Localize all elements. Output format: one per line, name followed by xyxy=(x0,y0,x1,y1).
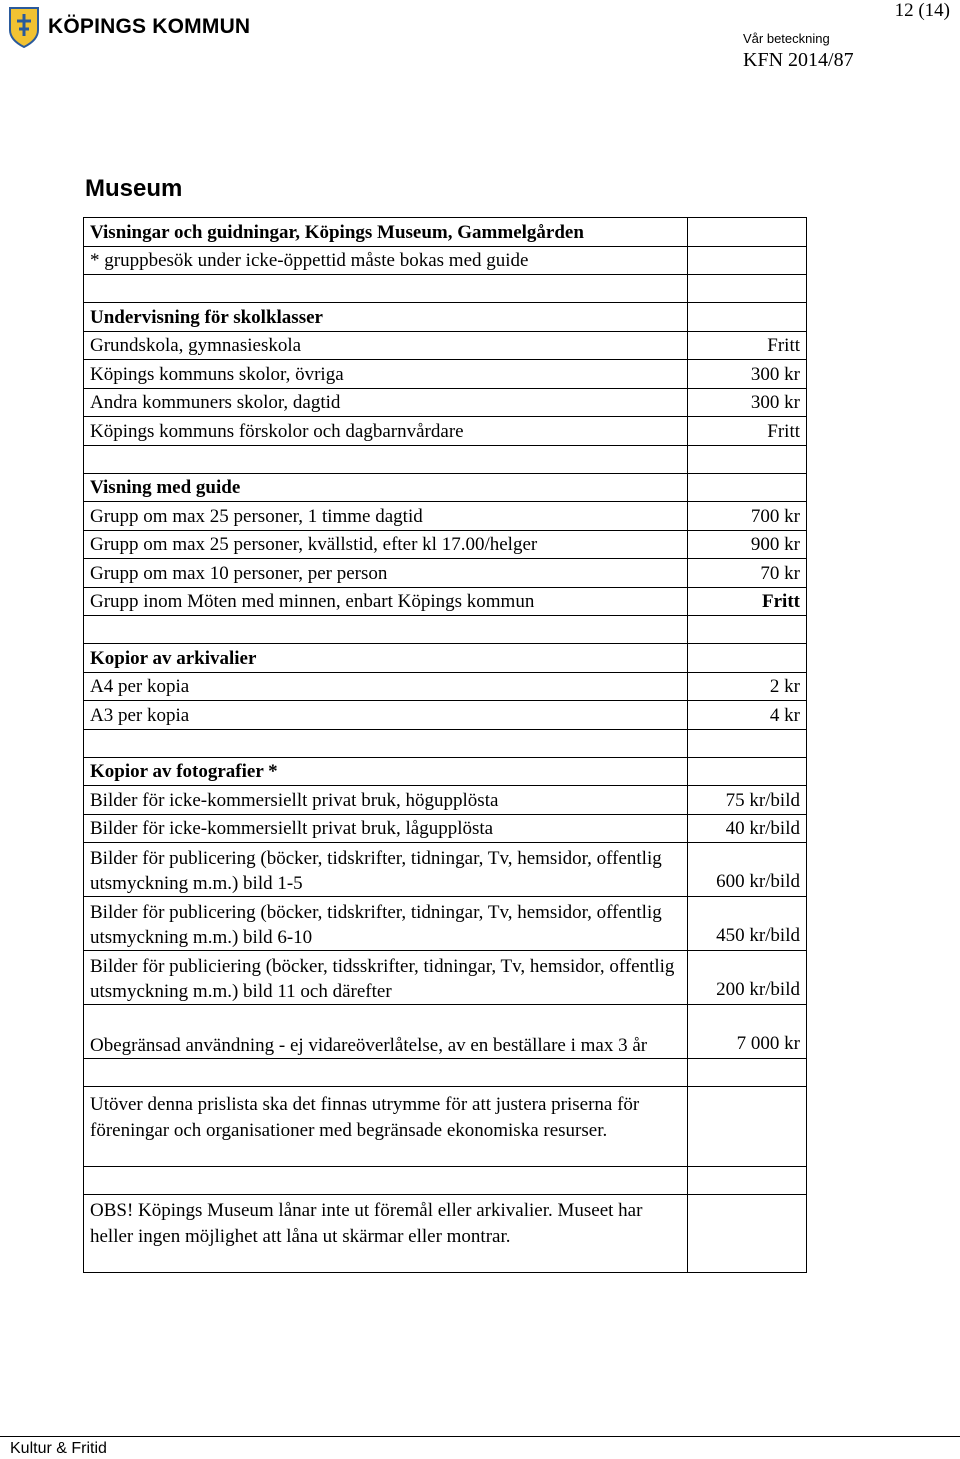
note-row xyxy=(84,1087,807,1167)
table-row xyxy=(84,951,807,1005)
table-row xyxy=(84,843,807,897)
table-row xyxy=(84,530,807,559)
row-label: Bilder för icke-kommersiellt privat bruk, högupplösta xyxy=(84,786,688,815)
row-price: Fritt xyxy=(688,587,807,616)
price-table xyxy=(83,217,807,1273)
spacer-row xyxy=(84,445,807,473)
row-price: 7 000 kr xyxy=(688,1005,807,1059)
row-price xyxy=(688,246,807,275)
reference-label: Vår beteckning xyxy=(743,31,830,46)
row-label: Bilder för publicering (böcker, tidskrifter, tidningar, Tv, hemsidor, offentlig utsmyckning m.m.) bild 1-5 xyxy=(84,843,688,897)
table-row xyxy=(84,246,807,275)
note-text: OBS! Köpings Museum lånar inte ut föremål eller arkivalier. Museet har heller ingen möjlighet att låna ut skärmar eller montrar. xyxy=(84,1195,688,1273)
table-row xyxy=(84,331,807,360)
table-row xyxy=(84,757,807,786)
row-label: Kopior av fotografier * xyxy=(84,757,688,786)
row-label: Grundskola, gymnasieskola xyxy=(84,331,688,360)
table-row xyxy=(84,786,807,815)
spacer-row xyxy=(84,729,807,757)
row-price: 700 kr xyxy=(688,502,807,531)
section-title: Museum xyxy=(85,175,183,202)
table-row xyxy=(84,473,807,502)
row-price xyxy=(688,303,807,332)
note-text: Utöver denna prislista ska det finnas utrymme för att justera priserna för föreningar och organisationer med begränsade ekonomiska resurser. xyxy=(84,1087,688,1167)
table-row xyxy=(84,897,807,951)
coat-of-arms-icon xyxy=(8,6,40,48)
table-row xyxy=(84,1005,807,1059)
row-label: Undervisning för skolklasser xyxy=(84,303,688,332)
row-price: 450 kr/bild xyxy=(688,897,807,951)
spacer-row xyxy=(84,616,807,644)
row-label: Köpings kommuns skolor, övriga xyxy=(84,360,688,389)
spacer-row xyxy=(84,1167,807,1195)
row-price: 4 kr xyxy=(688,701,807,730)
footer-divider xyxy=(0,1436,960,1437)
table-row xyxy=(84,672,807,701)
row-price xyxy=(688,1087,807,1167)
row-price xyxy=(688,218,807,247)
row-price xyxy=(688,757,807,786)
row-price: 300 kr xyxy=(688,388,807,417)
row-price: Fritt xyxy=(688,331,807,360)
reference-value: KFN 2014/87 xyxy=(743,49,854,71)
row-label: Grupp inom Möten med minnen, enbart Köpings kommun xyxy=(84,587,688,616)
table-row xyxy=(84,388,807,417)
table-row xyxy=(84,559,807,588)
table-row xyxy=(84,587,807,616)
row-price xyxy=(688,644,807,673)
table-row xyxy=(84,417,807,446)
row-price: 600 kr/bild xyxy=(688,843,807,897)
row-price: 40 kr/bild xyxy=(688,814,807,843)
row-price: 75 kr/bild xyxy=(688,786,807,815)
footer-text: Kultur & Fritid xyxy=(10,1440,107,1457)
row-label: Kopior av arkivalier xyxy=(84,644,688,673)
row-price xyxy=(688,1195,807,1273)
row-label: A4 per kopia xyxy=(84,672,688,701)
note-row xyxy=(84,1195,807,1273)
row-label: Grupp om max 10 personer, per person xyxy=(84,559,688,588)
row-label: Grupp om max 25 personer, kvällstid, efter kl 17.00/helger xyxy=(84,530,688,559)
row-price: 900 kr xyxy=(688,530,807,559)
table-row xyxy=(84,701,807,730)
row-label: Obegränsad användning - ej vidareöverlåtelse, av en beställare i max 3 år xyxy=(84,1005,688,1059)
row-label: * gruppbesök under icke-öppettid måste bokas med guide xyxy=(84,246,688,275)
page-number: 12 (14) xyxy=(894,0,950,21)
row-label: Köpings kommuns förskolor och dagbarnvårdare xyxy=(84,417,688,446)
org-logo xyxy=(8,6,250,48)
row-price: 70 kr xyxy=(688,559,807,588)
row-label: Bilder för publicering (böcker, tidskrifter, tidningar, Tv, hemsidor, offentlig utsmyckning m.m.) bild 6-10 xyxy=(84,897,688,951)
table-row xyxy=(84,303,807,332)
row-price: 300 kr xyxy=(688,360,807,389)
table-row xyxy=(84,360,807,389)
row-label: Bilder för icke-kommersiellt privat bruk, lågupplösta xyxy=(84,814,688,843)
row-price: 200 kr/bild xyxy=(688,951,807,1005)
row-label: A3 per kopia xyxy=(84,701,688,730)
row-label: Visningar och guidningar, Köpings Museum, Gammelgården xyxy=(84,218,688,247)
table-row xyxy=(84,814,807,843)
spacer-row xyxy=(84,1059,807,1087)
row-label: Andra kommuners skolor, dagtid xyxy=(84,388,688,417)
table-row xyxy=(84,644,807,673)
table-row xyxy=(84,218,807,247)
table-row xyxy=(84,502,807,531)
spacer-row xyxy=(84,275,807,303)
row-label: Grupp om max 25 personer, 1 timme dagtid xyxy=(84,502,688,531)
row-price: Fritt xyxy=(688,417,807,446)
row-label: Visning med guide xyxy=(84,473,688,502)
org-name: KÖPINGS KOMMUN xyxy=(48,15,251,38)
row-price: 2 kr xyxy=(688,672,807,701)
row-price xyxy=(688,473,807,502)
row-label: Bilder för publiciering (böcker, tidsskrifter, tidningar, Tv, hemsidor, offentlig utsmyckning m.m.) bild 11 och därefter xyxy=(84,951,688,1005)
